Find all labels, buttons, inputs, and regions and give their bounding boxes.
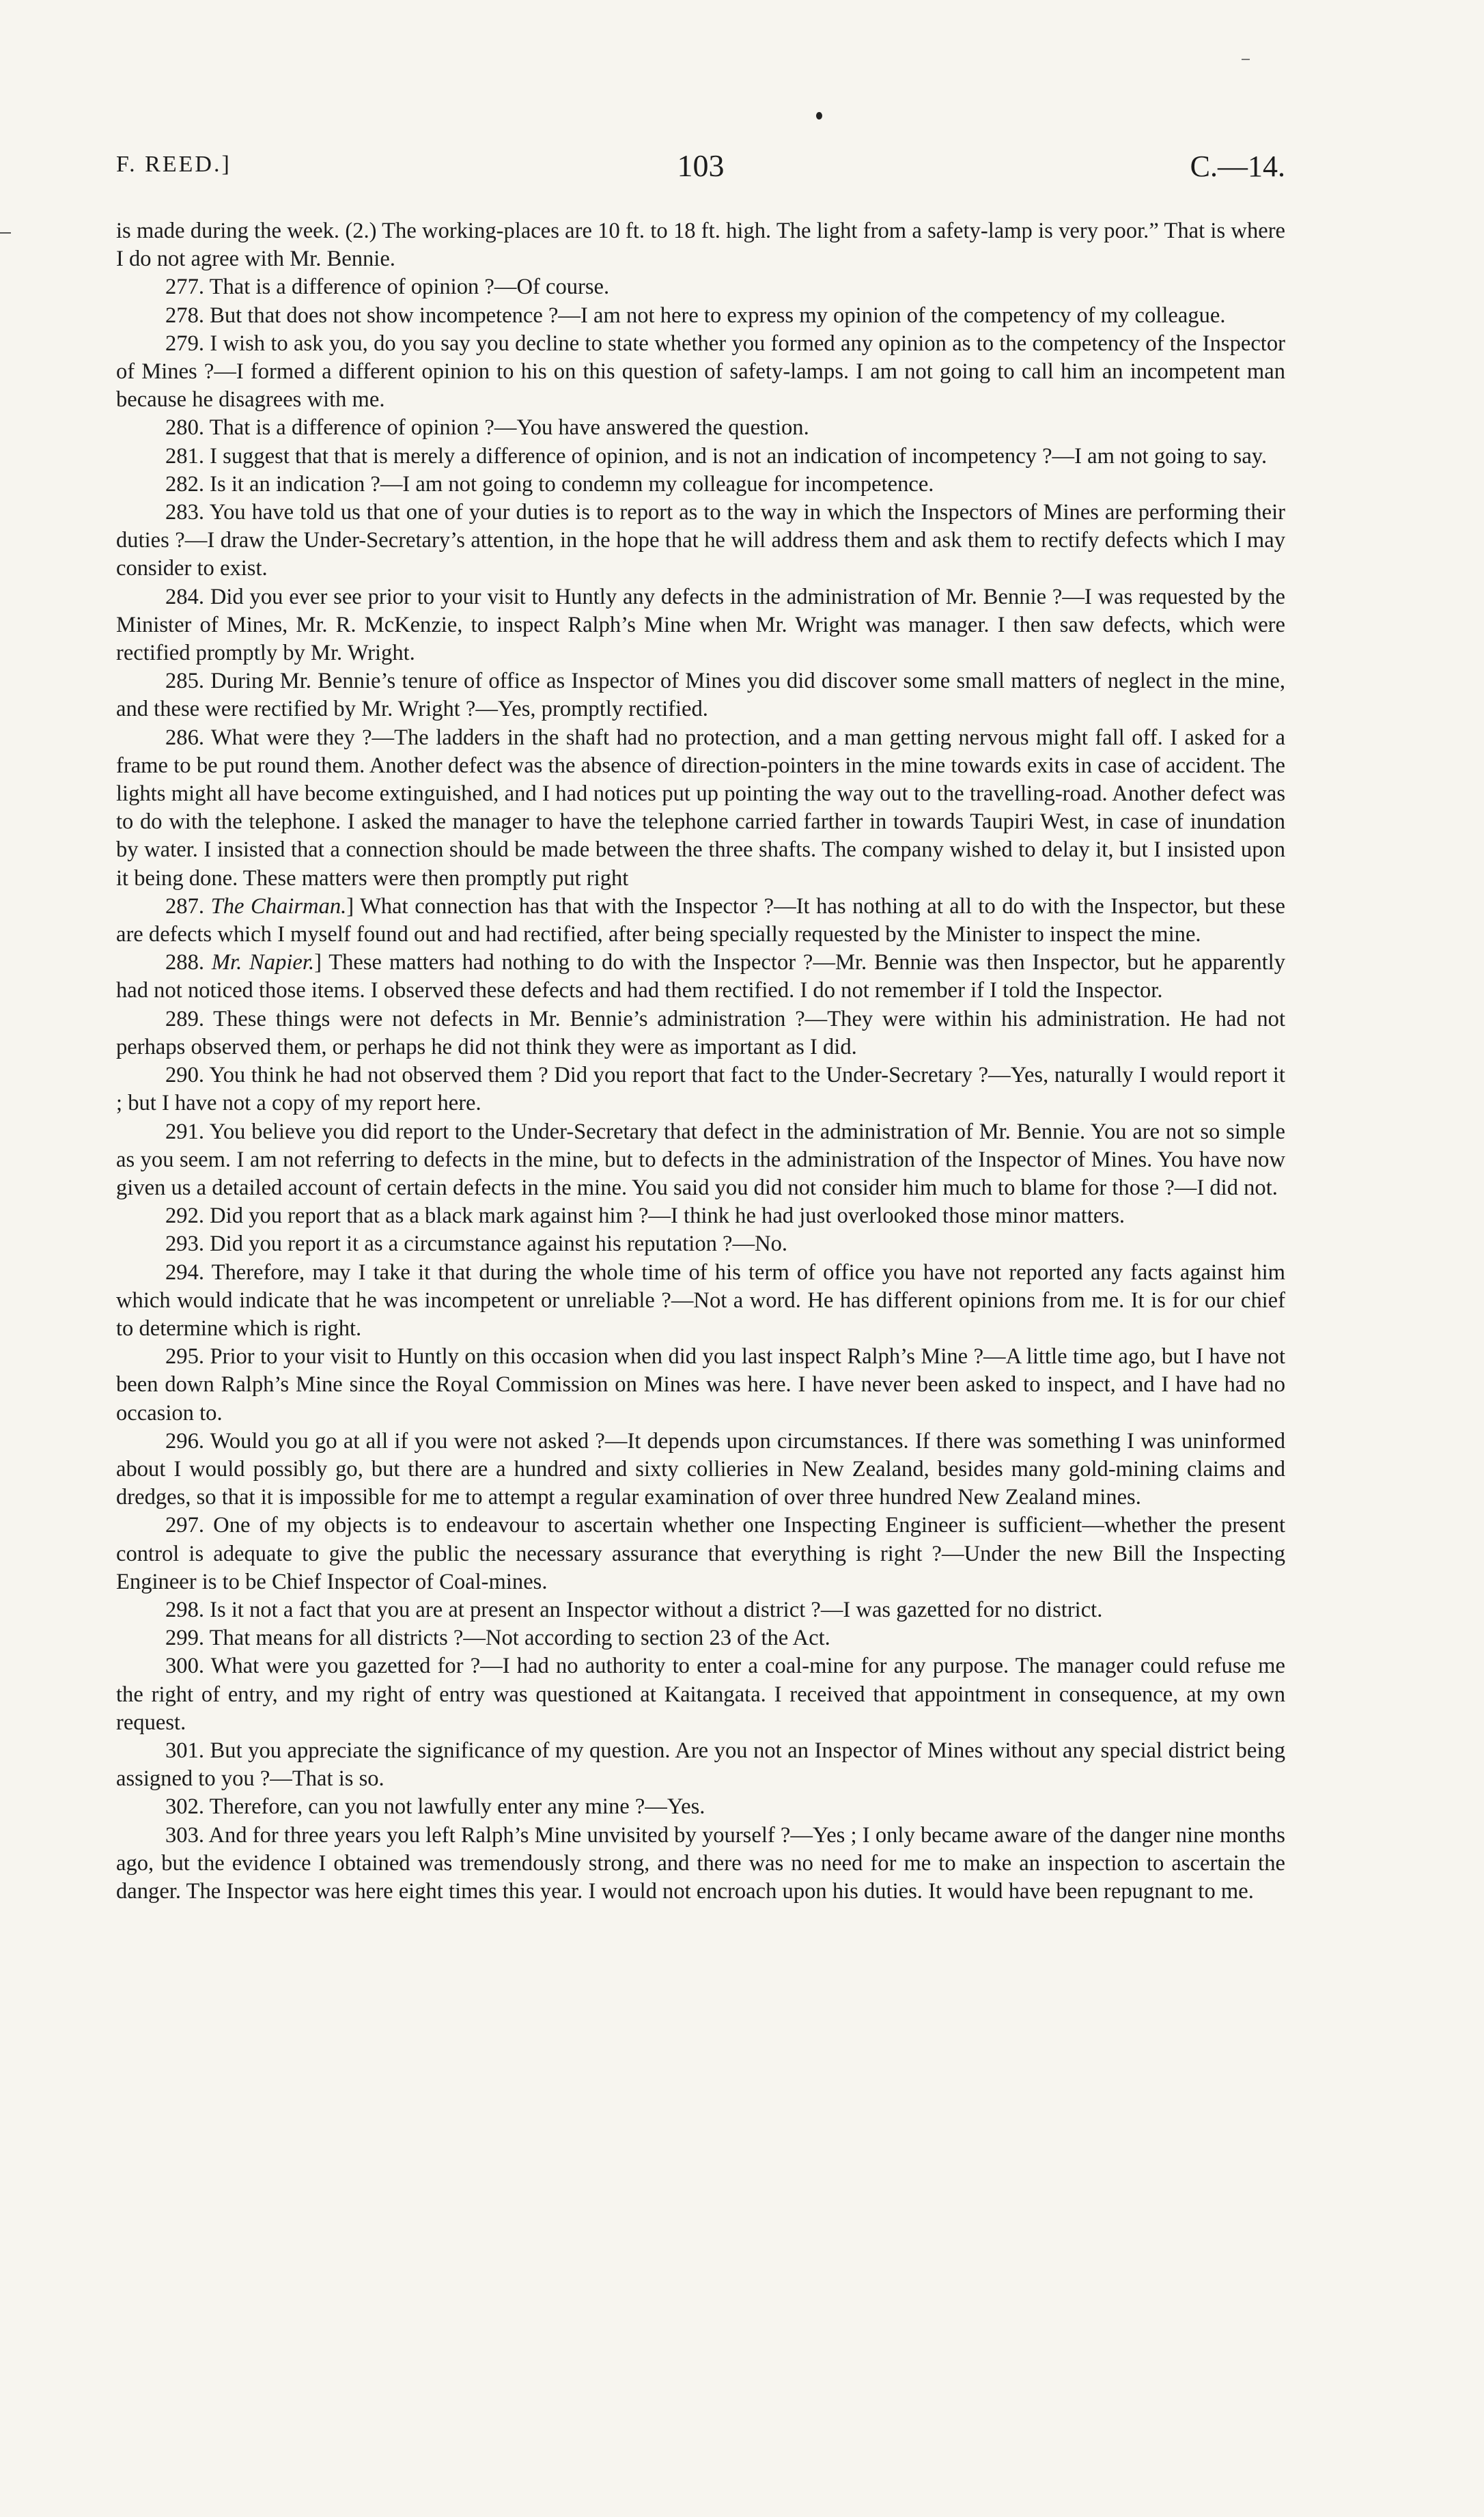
print-dot [816, 112, 822, 120]
paragraph: 284. Did you ever see prior to your visit to Huntly any defects in the administration of Mr. Bennie ?—I was requested by the Minister of Mines, Mr. R. McKenzie, to inspect Ralph’s Mine when Mr. Wright was manager. I then saw defects, which were rectified promptly by Mr. Wright. [116, 584, 1285, 666]
paragraph: 294. Therefore, may I take it that during the whole time of his term of office you have not reported any facts against him which would indicate that he was incompetent or unreliable ?—Not a word. He has different opinions from me. It is for our chief to determine which is right. [116, 1260, 1285, 1341]
paragraph: 283. You have told us that one of your duties is to report as to the way in which the Inspectors of Mines are performing their duties ?—I draw the Under-Secretary’s attention, in the hope that he will address them and ask them to rectify defects which I may consider to exist. [116, 500, 1285, 581]
paragraph: 303. And for three years you left Ralph’s Mine unvisited by yourself ?—Yes ; I only became aware of the danger nine months ago, but the evidence I obtained was tremendously strong, and there was no need for me to make an inspection to ascertain the danger. The Inspector was here eight times this year. I would not encroach upon his duties. It would have been repugnant to me. [116, 1822, 1285, 1904]
paragraph: 278. But that does not show incompetence ?—I am not here to express my opinion of the competency of my colleague. [165, 303, 1226, 328]
paragraph: is made during the week. (2.) The working-places are 10 ft. to 18 ft. high. The light from a safety-lamp is very poor.” That is where I do not agree with Mr. Bennie. [116, 219, 1285, 272]
question-number: 287. [165, 893, 211, 919]
speaker: Mr. Napier. [211, 950, 315, 975]
header-witness: F. REED.] [116, 152, 232, 177]
paragraph [116, 949, 1285, 1005]
document-body [116, 217, 1285, 1906]
paragraph: 300. What were you gazetted for ?—I had no authority to enter a coal-mine for any purpose. The manager could refuse me the right of entry, and my right of entry was questioned at Kaitangata. I received that appointment in consequence, at my own request. [116, 1654, 1285, 1735]
margin-mark [1242, 59, 1250, 60]
header-paper-code: C.—14. [1190, 150, 1285, 183]
paragraph: 299. That means for all districts ?—Not according to section 23 of the Act. [165, 1626, 830, 1651]
paragraph: 302. Therefore, can you not lawfully enter any mine ?—Yes. [165, 1794, 705, 1820]
paragraph: 298. Is it not a fact that you are at present an Inspector without a district ?—I was gazetted for no district. [165, 1597, 1103, 1622]
paragraph: 297. One of my objects is to endeavour to ascertain whether one Inspecting Engineer is sufficient—whether the present control is adequate to give the public the necessary assurance that everything is right ?—Under the new Bill the Inspecting Engineer is to be Chief Inspector of Coal-mines. [116, 1513, 1285, 1594]
paragraph: 301. But you appreciate the significance of my question. Are you not an Inspector of Mines without any special district being assigned to you ?—That is so. [116, 1738, 1285, 1792]
question-number: 288. [165, 950, 212, 975]
paragraph: 286. What were they ?—The ladders in the shaft had no protection, and a man getting nervous might fall off. I asked for a frame to be put round them. Another defect was the absence of direction-pointers in the mine towards exits in case of accident. The lights might all have become extinguished, and I had notices put up pointing the way out to the travelling-road. Another defect was to do with the telephone. I asked the manager to have the telephone carried farther in towards Taupiri West, in case of inundation by water. I insisted that a connection should be made between the three shafts. The company wished to delay it, but I insisted upon it being done. These matters were then promptly put right [116, 725, 1285, 891]
paragraph: 296. Would you go at all if you were not asked ?—It depends upon circumstances. If there was something I was uninformed about I would possibly go, but there are a hundred and sixty collieries in New Zealand, besides many gold-mining claims and dredges, so that it is impossible for me to attempt a regular examination of over three hundred New Zealand mines. [116, 1428, 1285, 1510]
margin-mark [0, 232, 11, 234]
page-number: 103 [677, 148, 725, 183]
paragraph: 290. You think he had not observed them ? Did you report that fact to the Under-Secretary ?—Yes, naturally I would report it ; but I have not a copy of my report here. [116, 1063, 1285, 1116]
page-header [116, 148, 1285, 193]
paragraph: 291. You believe you did report to the Under-Secretary that defect in the administration of Mr. Bennie. You are not so simple as you seem. I am not referring to defects in the mine, but to defects in the administration of the Inspector of Mines. You have now given us a detailed account of certain defects in the mine. You said you did not consider him much to blame for those ?—I did not. [116, 1119, 1285, 1200]
paragraph [116, 893, 1285, 949]
paragraph: 289. These things were not defects in Mr. Bennie’s administration ?—They were within his administration. He had not perhaps observed them, or perhaps he did not think they were as important as I did. [116, 1006, 1285, 1059]
paragraph: 282. Is it an indication ?—I am not going to condemn my colleague for incompetence. [165, 471, 934, 497]
paragraph-text: ] What connection has that with the Inspector ?—It has nothing at all to do with the Inspector, but these are defects which I myself found out and had rectified, after being specially requested by the Minister to inspect the mine. [116, 893, 1286, 947]
paragraph: 295. Prior to your visit to Huntly on this occasion when did you last inspect Ralph’s Mine ?—A little time ago, but I have not been down Ralph’s Mine since the Royal Commission on Mines was here. I have never been asked to inspect, and I have had no occasion to. [116, 1344, 1285, 1426]
paragraph: 279. I wish to ask you, do you say you decline to state whether you formed any opinion as to the competency of the Inspector of Mines ?—I formed a different opinion to his on this question of safety-lamps. I am not going to call him an incompetent man because he disagrees with me. [116, 331, 1285, 413]
speaker: The Chairman. [210, 893, 347, 919]
paragraph: 285. During Mr. Bennie’s tenure of office as Inspector of Mines you did discover some small matters of neglect in the mine, and these were rectified by Mr. Wright ?—Yes, promptly rectified. [116, 669, 1285, 722]
paragraph: 281. I suggest that that is merely a difference of opinion, and is not an indication of incompetency ?—I am not going to say. [165, 443, 1268, 469]
paragraph: 277. That is a difference of opinion ?—Of course. [165, 275, 610, 300]
paragraph: 280. That is a difference of opinion ?—You have answered the question. [165, 415, 809, 441]
paragraph-text: ] These matters had nothing to do with the Inspector ?—Mr. Bennie was then Inspector, but he apparently had not noticed those items. I observed these defects and had them rectified. I do not remember if I told the Inspector. [116, 950, 1285, 1003]
paragraph: 292. Did you report that as a black mark against him ?—I think he had just overlooked those minor matters. [165, 1204, 1125, 1229]
paragraph: 293. Did you report it as a circumstance against his reputation ?—No. [165, 1232, 788, 1257]
